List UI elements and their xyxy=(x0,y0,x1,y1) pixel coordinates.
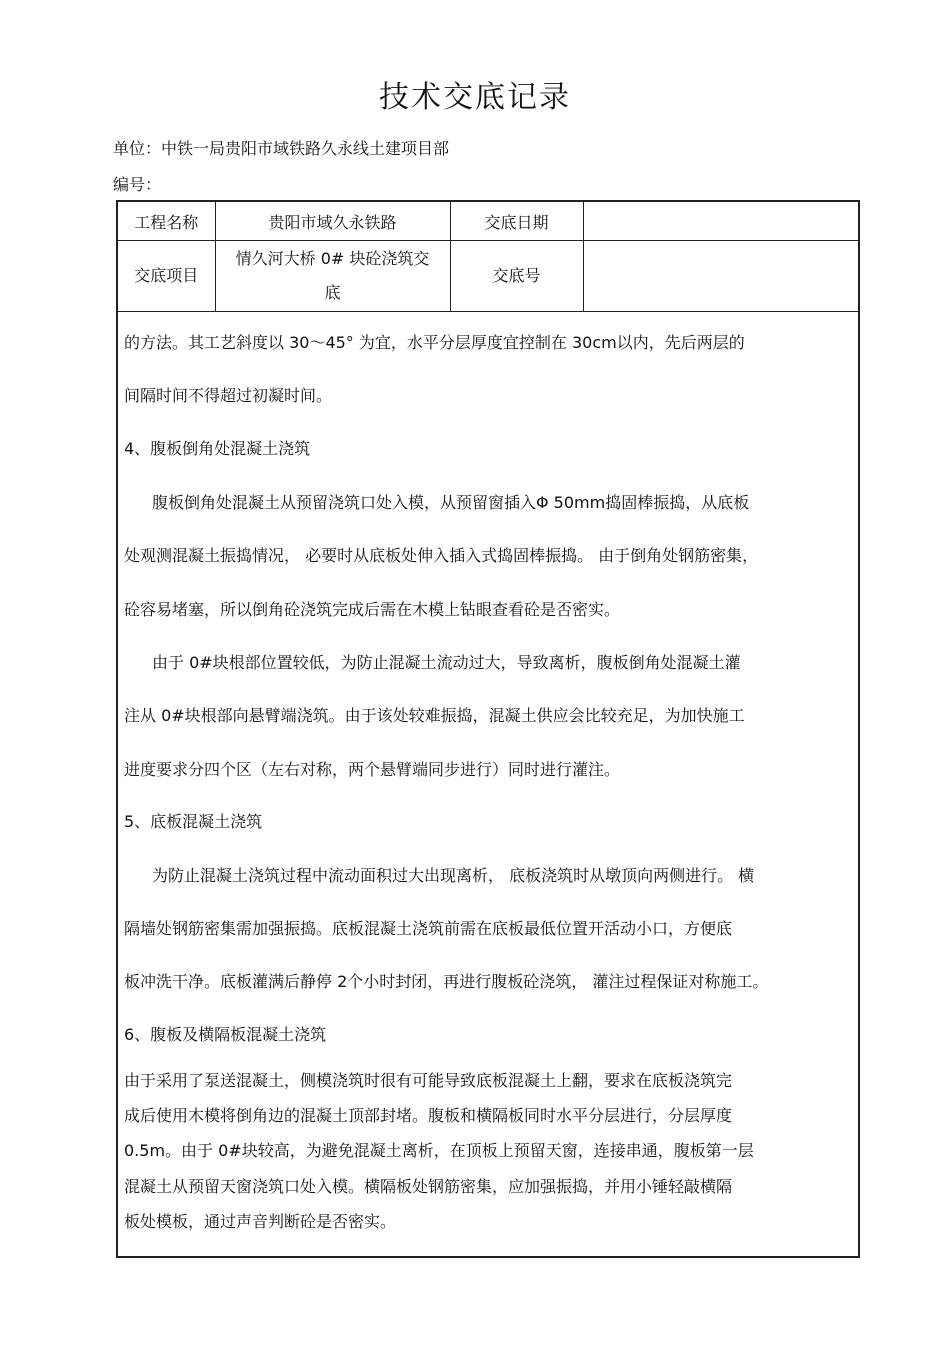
document-title: 技术交底记录 xyxy=(379,80,571,115)
record-frame xyxy=(116,200,860,1258)
number-label: 交底号 xyxy=(450,241,583,312)
text-line: 0.5m。由于 0#块较高，为避免混凝土离析，在顶板上预留天窗，连接串通，腹板第一层 xyxy=(124,1141,754,1160)
header-table xyxy=(118,202,858,312)
text-line: 成后使用木模将倒角边的混凝土顶部封堵。腹板和横隔板同时水平分层进行，分层厚度 xyxy=(124,1106,733,1125)
text-line: 进度要求分四个区（左右对称，两个悬臂端同步进行）同时进行灌注。 xyxy=(124,760,621,779)
text-line: 的方法。其工艺斜度以 30～45° 为宜，水平分层厚度宜控制在 30cm以内，先后两层的 xyxy=(124,333,745,352)
project-name-value: 贵阳市域久永铁路 xyxy=(215,202,450,241)
text-line: 腹板倒角处混凝土从预留浇筑口处入模，从预留窗插入Φ 50mm捣固棒振捣，从底板 xyxy=(152,493,750,512)
item-value-line1: 情久河大桥 0# 块砼浇筑交 xyxy=(235,249,430,268)
item-value xyxy=(215,241,450,312)
text-line: 由于 0#块根部位置较低，为防止混凝土流动过大，导致离析，腹板倒角处混凝土灌 xyxy=(152,653,741,672)
text-line: 处观测混凝土振捣情况， 必要时从底板处伸入插入式捣固棒振捣。 由于倒角处钢筋密集， xyxy=(124,546,759,565)
section-heading: 5、底板混凝土浇筑 xyxy=(124,812,263,831)
text-line: 为防止混凝土浇筑过程中流动面积过大出现离析， 底板浇筑时从墩顶向两侧进行。 横 xyxy=(152,866,755,885)
section-heading: 6、腹板及横隔板混凝土浇筑 xyxy=(124,1025,327,1044)
unit-line: 单位：中铁一局贵阳市域铁路久永线土建项目部 xyxy=(113,139,450,158)
section-heading: 4、腹板倒角处混凝土浇筑 xyxy=(124,439,311,458)
text-line: 混凝土从预留天窗浇筑口处入模。横隔板处钢筋密集，应加强振捣，并用小锤轻敲横隔 xyxy=(124,1177,733,1196)
text-line: 板冲洗干净。底板灌满后静停 2个小时封闭，再进行腹板砼浇筑， 灌注过程保证对称施工。 xyxy=(124,972,769,991)
code-line: 编号： xyxy=(113,175,162,194)
date-value xyxy=(583,202,858,241)
number-value xyxy=(583,241,858,312)
project-name-label: 工程名称 xyxy=(118,202,215,241)
text-line: 砼容易堵塞，所以倒角砼浇筑完成后需在木模上钻眼查看砼是否密实。 xyxy=(124,600,621,619)
text-line: 由于采用了泵送混凝土，侧模浇筑时很有可能导致底板混凝土上翻，要求在底板浇筑完 xyxy=(124,1071,733,1090)
text-line: 注从 0#块根部向悬臂端浇筑。由于该处较难振捣，混凝土供应会比较充足，为加快施工 xyxy=(124,706,745,725)
text-line: 间隔时间不得超过初凝时间。 xyxy=(124,386,333,405)
item-value-line2: 底 xyxy=(324,283,341,302)
text-line: 板处模板，通过声音判断砼是否密实。 xyxy=(124,1212,397,1231)
date-label: 交底日期 xyxy=(450,202,583,241)
item-label: 交底项目 xyxy=(118,241,215,312)
text-line: 隔墙处钢筋密集需加强振捣。底板混凝土浇筑前需在底板最低位置开活动小口，方便底 xyxy=(124,919,733,938)
